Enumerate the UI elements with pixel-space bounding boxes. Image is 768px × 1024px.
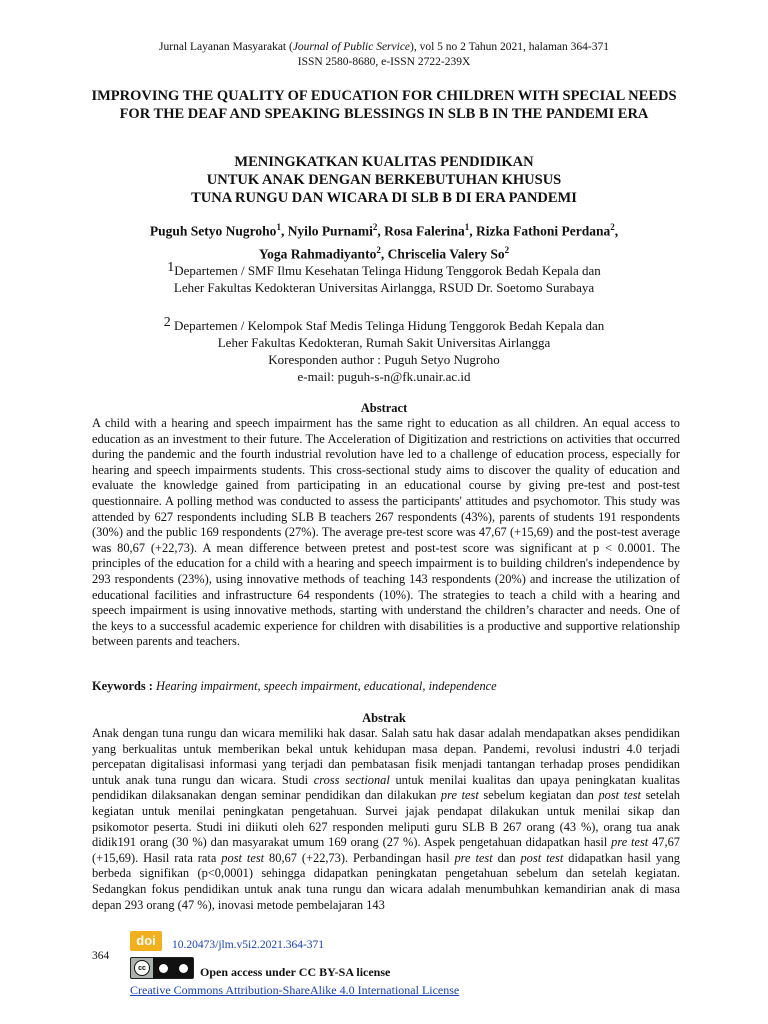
author-name: Rizka Fathoni Perdana [475, 223, 611, 239]
affiliation-text: Leher Fakultas Kedokteran, Rumah Sakit Universitas Airlangga [217, 335, 551, 350]
author-affiliation-mark: 2 [376, 244, 381, 255]
cc-circle-icon: cc [134, 960, 150, 976]
affiliation-text: Departemen / Kelompok Staf Medis Telinga Hidung Tenggorok Bedah Kepala dan [170, 318, 605, 333]
title-id-line: UNTUK ANAK DENGAN BERKEBUTUHAN KHUSUS [206, 172, 562, 188]
keywords [92, 679, 680, 695]
keywords-label: Keywords : [92, 679, 157, 693]
affiliation-number: 2 [163, 315, 171, 330]
doi-link[interactable]: 10.20473/jlm.v5i2.2021.364-371 [172, 939, 325, 951]
abstract-body-indonesian: Anak dengan tuna rungu dan wicara memiliki hak dasar. Salah satu hak dasar adalah mendapatkan akses pendidikan yang berkualitas untuk memberikan bekal untuk kehidupan masa depan. Pandemi, revolusi industri 4.0 terjadi percepatan digitalisasi informasi yang terjadi dan pembatasan fisik menjadi tantangan terhadap proses pendidikan untuk anak tuna rungu dan wicara. Studi cross sectional untuk menilai kualitas dan upaya peningkatan kualitas pendidikan dilaksanakan dengan seminar pendidikan dan dilakukan pre test sebelum kegiatan dan post test setelah kegiatan untuk menilai peningkatan pengetahuan. Survei jajak pendapat dilakukan untuk menilai sikap dan psikomotor peserta. Studi ini diikuti oleh 627 responden meliputi guru SLB B 267 orang (43 %), orang tua anak didik191 orang (30 %) dan masyarakat umum 169 orang (27 %). Aspek pengetahuan didapatkan hasil pre test 47,67 (+15,69). Hasil rata rata post test 80,67 (+22,73). Perbandingan hasil pre test dan post test didapatkan hasil yang berbeda signifikan (p<0,0001) sehingga didapatkan peningkatan pengetahuan sebelum dan setelah kegiatan. Sedangkan fokus pendidikan untuk anak tuna rungu dan wicara adalah menumbuhkan kemandirian anak di masa depan 293 orang (47 %), inovasi metode pembelajaran 143 [92, 726, 680, 912]
license-link[interactable]: Creative Commons Attribution-ShareAlike 4.0 International License [130, 983, 460, 997]
author-affiliation-mark: 1 [276, 222, 281, 232]
author-name: Yoga Rahmadiyanto [258, 246, 377, 261]
doi-icon: doi [130, 931, 162, 951]
author-name: Nyilo Purnami [287, 223, 373, 239]
journal-issn: ISSN 2580-8680, e-ISSN 2722-239X [297, 56, 471, 68]
title-id-line: MENINGKATKAN KUALITAS PENDIDIKAN [234, 154, 534, 170]
cc-strip-icon [153, 958, 193, 978]
author-affiliation-mark: 1 [464, 222, 470, 232]
author-line: Puguh Setyo Nugroho$^1$, Nyilo Purnami$^2$, Rosa Falerina$^1$, Rizka Fathoni Perdana$^2$, [149, 222, 619, 239]
abstract-heading-english: Abstract [360, 401, 408, 415]
author-affiliation-mark: 2 [504, 244, 510, 255]
corresponding-author: Koresponden author : Puguh Setyo Nugroho [268, 352, 500, 367]
abstract-heading-indonesian: Abstrak [362, 711, 406, 725]
author-name: Puguh Setyo Nugroho [149, 223, 277, 239]
journal-citation: Jurnal Layanan Masyarakat (Journal of Public Service), vol 5 no 2 Tahun 2021, halaman 364-371 [159, 41, 609, 53]
affiliation-number: 1 [167, 260, 175, 275]
license-text: Open access under CC BY-SA license [200, 965, 391, 979]
author-affiliation-mark: 2 [372, 222, 378, 232]
affiliation-1 [60, 259, 708, 296]
author-name: Rosa Falerina [384, 223, 465, 239]
corresponding-email: e-mail: puguh-s-n@fk.unair.ac.id [297, 369, 471, 384]
author-line: Yoga Rahmadiyanto$^2$, Chriscelia Valery So$^2$ [258, 244, 510, 261]
abstract-body-english: A child with a hearing and speech impairment has the same right to education as all children. An equal access to education as an investment to their future. The Acceleration of Digitization and restrictions on activities that occurred during the pandemic and the fourth industrial revolution have led to a challenge of education process, especially for hearing and speech impairments students. This cross-sectional study aims to discover the quality of education and evaluate the knowledge gained from participating in an educational course by giving pre-test and post-test questionnaire. A polling method was conducted to assess the participants' attitudes and psychomotor. This study was attended by 627 respondents including SLB B teachers 267 respondents (43%), parents of students 191 respondents (30%) and the public 169 respondents (27%). The average pre-test score was 47,67 (+15,69) and the post-test average was 80,67 (+22,73). A mean difference between pretest and post-test score was significant at p < 0.0001. The principles of the education for a child with a hearing and speech impairment is to building children's independence by 293 respondents (23%), using innovative methods of teaching 143 respondents (20%) and increase the utilization of educational facilities and infrastructure 64 respondents (10%). The strategies to teach a child with a hearing and speech impairment is using innovative methods, starting with understand the children’s character and needs. One of the keys to a successful academic experience for children with disabilities is a productive and supportive relationship between parents and teachers. [92, 416, 680, 649]
affiliation-text: Departemen / SMF Ilmu Kesehatan Telinga Hidung Tenggorok Bedah Kepala dan [174, 263, 601, 278]
author-affiliation-mark: 2 [610, 222, 615, 232]
paper-title-english: IMPROVING THE QUALITY OF EDUCATION FOR CHILDREN WITH SPECIAL NEEDS FOR THE DEAF AND SPEAKING BLESSINGS IN SLB B IN THE PANDEMI ERA [91, 88, 677, 122]
title-id-line: TUNA RUNGU DAN WICARA DI SLB B DI ERA PANDEMI [191, 190, 577, 206]
journal-header [0, 40, 768, 70]
affiliation-2 [60, 314, 708, 351]
cc-by-sa-icon [130, 957, 194, 979]
keywords-list: Hearing impairment, speech impairment, educational, independence [156, 679, 497, 693]
paper-title-indonesian [80, 153, 688, 207]
author-name: Chriscelia Valery So [387, 246, 505, 261]
page-number: 364 [92, 950, 110, 962]
author-list [60, 218, 708, 263]
affiliation-text: Leher Fakultas Kedokteran Universitas Airlangga, RSUD Dr. Soetomo Surabaya [173, 280, 595, 295]
